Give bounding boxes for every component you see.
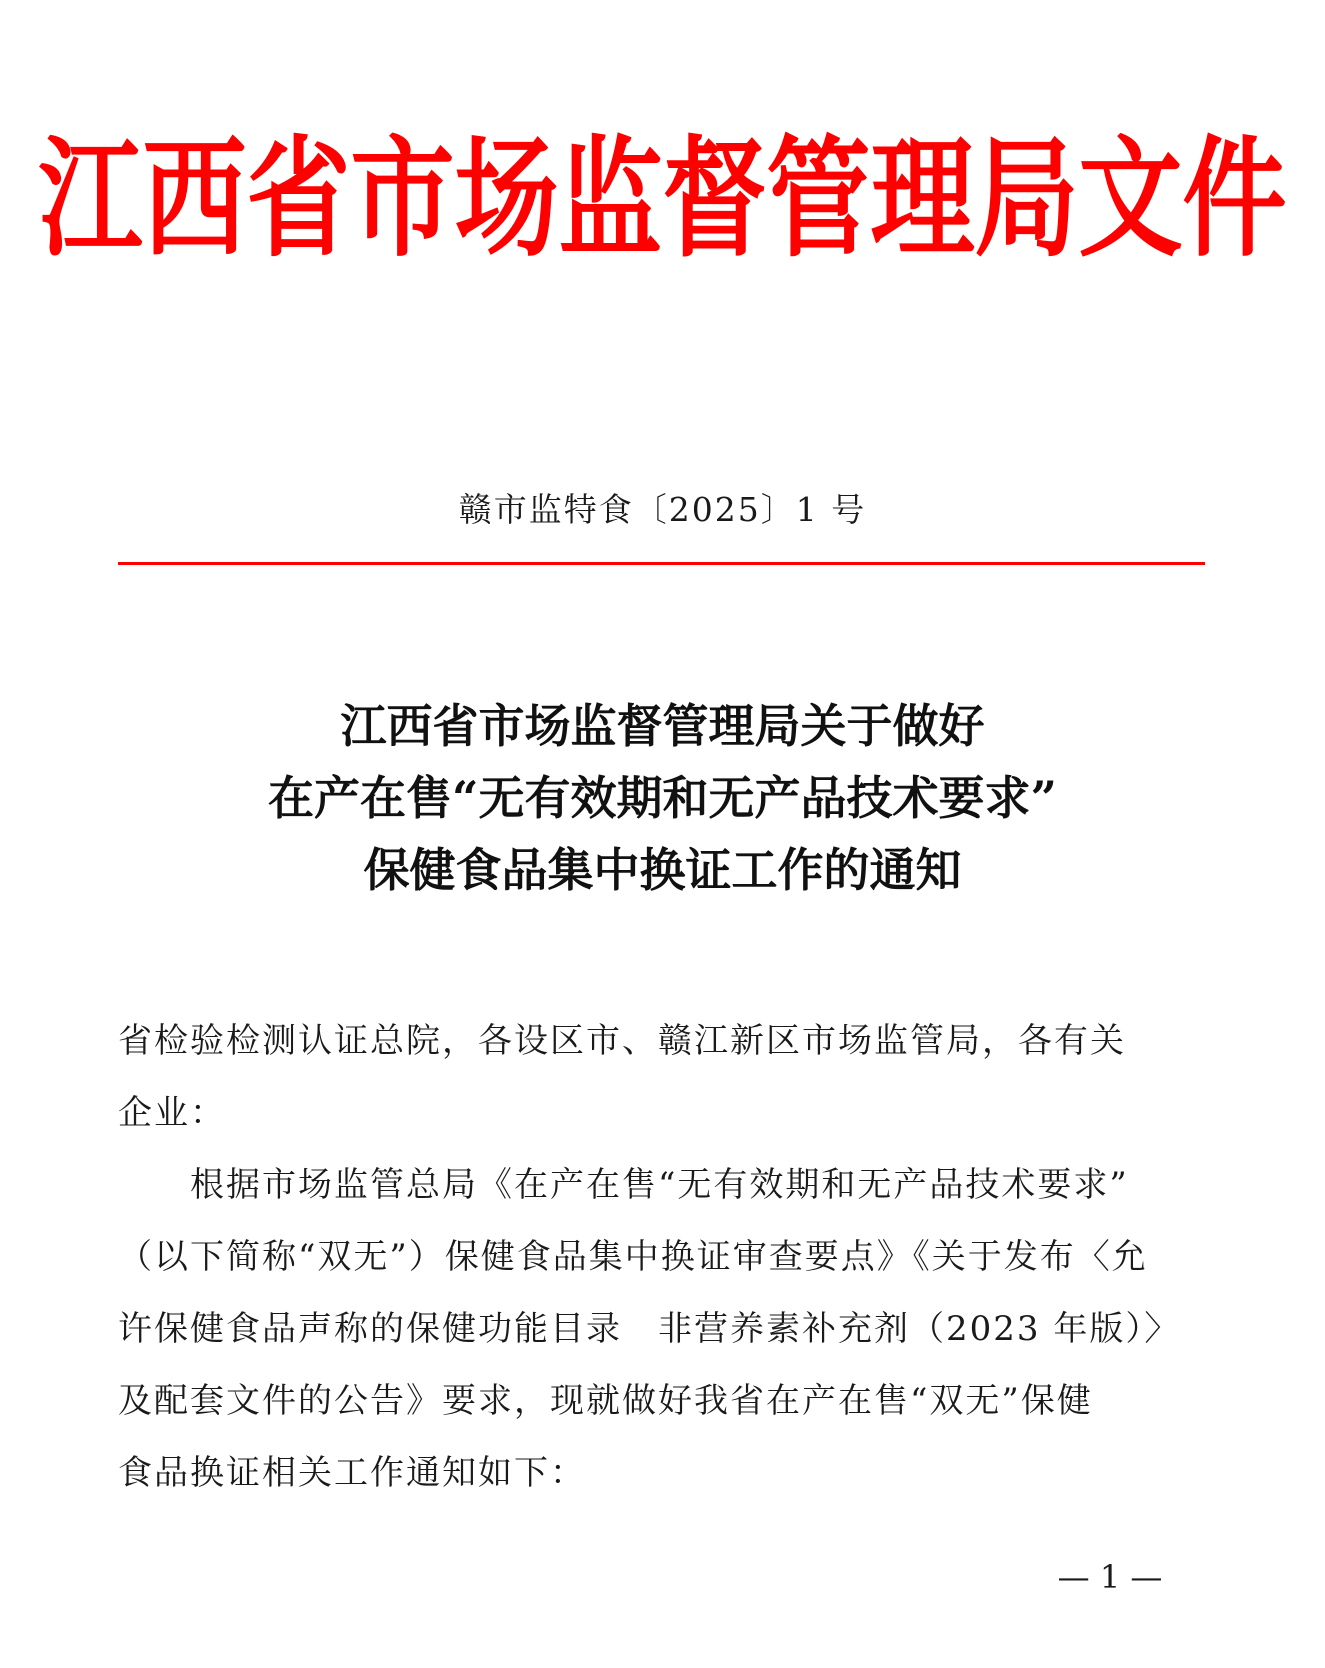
notice-title: [0, 690, 1325, 906]
body-line-paragraph: 许保健食品声称的保健功能目录 非营养素补充剂（2023 年版）〉: [118, 1309, 1181, 1349]
body-line-paragraph: 及配套文件的公告》要求，现就做好我省在产在售“双无”保健: [118, 1381, 1093, 1421]
notice-title-line-2: 在产在售“无有效期和无产品技术要求”: [268, 771, 1057, 825]
red-divider-line: [118, 562, 1205, 565]
notice-body: [118, 1005, 1210, 1509]
document-number: 赣市监特食〔2025〕1 号: [458, 490, 867, 529]
page-number: — 1 —: [1057, 1558, 1163, 1596]
body-line-paragraph: （以下简称“双无”）保健食品集中换证审查要点》《关于发布〈允: [118, 1237, 1148, 1277]
body-line-paragraph: 食品换证相关工作通知如下：: [118, 1453, 586, 1493]
notice-title-line-1: 江西省市场监督管理局关于做好: [340, 699, 985, 753]
body-line-addressees: 省检验检测认证总院，各设区市、赣江新区市场监管局，各有关: [118, 1021, 1126, 1061]
body-line-addressees-cont: 企业：: [118, 1093, 226, 1133]
notice-title-line-3: 保健食品集中换证工作的通知: [363, 843, 962, 897]
body-line-paragraph: 根据市场监管总局《在产在售“无有效期和无产品技术要求”: [118, 1165, 1129, 1205]
masthead-title: 江西省市场监督管理局文件: [38, 122, 1287, 275]
